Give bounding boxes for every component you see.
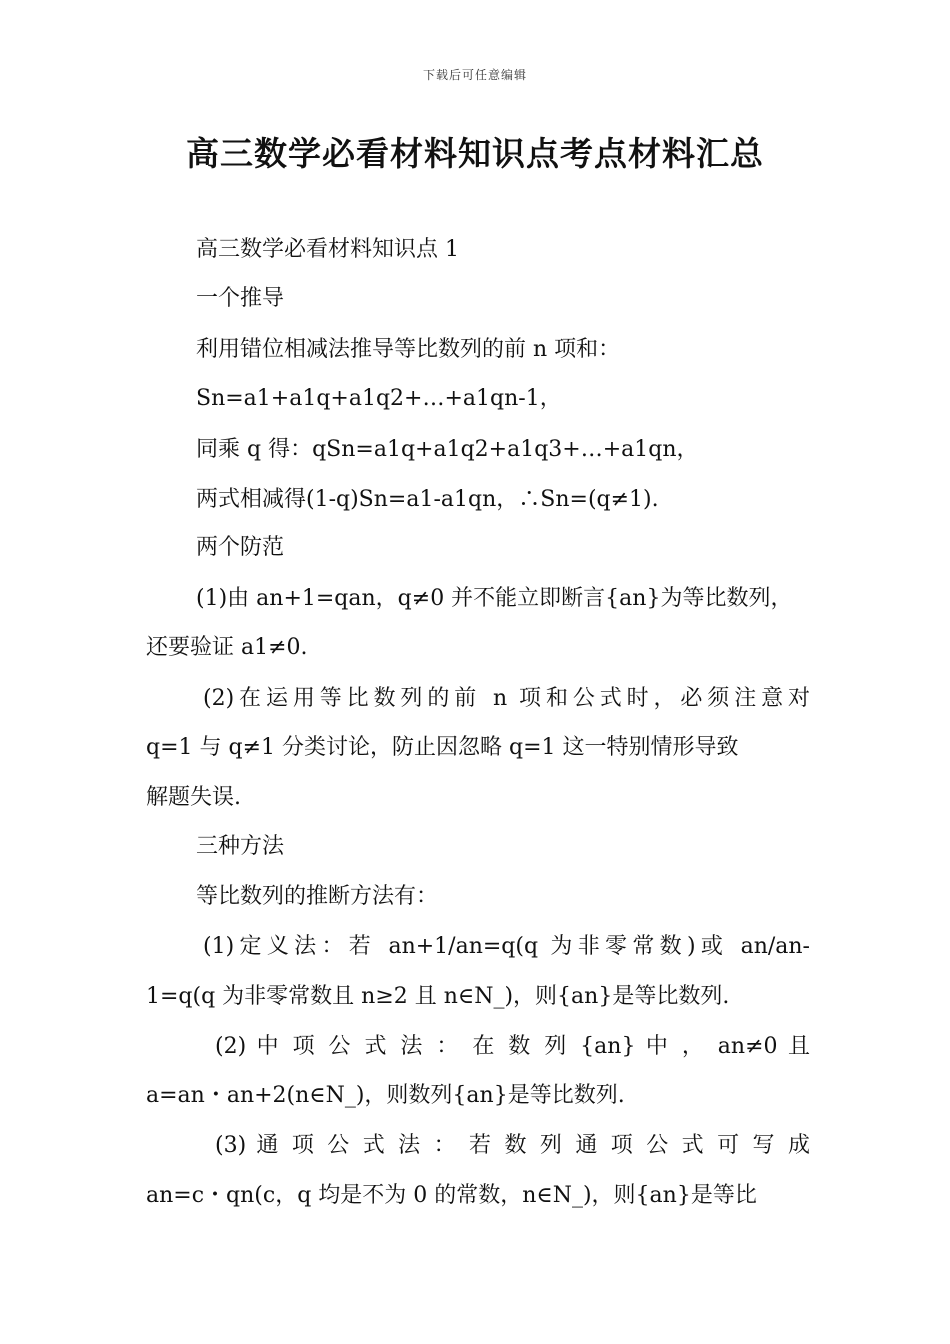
paragraph-line: q=1 与 q≠1 分类讨论，防止因忽略 q=1 这一特别情形导致: [146, 735, 739, 760]
header-note: 下载后可任意编辑: [422, 68, 527, 82]
paragraph-line: 利用错位相减法推导等比数列的前 n 项和：: [196, 337, 621, 362]
paragraph-line: (2)在运用等比数列的前 n 项和公式时，必须注意对: [203, 686, 810, 711]
subheading: 三种方法: [196, 834, 285, 859]
paragraph-line: (2) 中 项 公 式 法 ： 在 数 列 {an} 中 ， an≠0 且: [215, 1034, 810, 1059]
formula-line: Sn=a1+a1q+a1q2+…+a1qn-1，: [196, 386, 562, 411]
paragraph-line: (3) 通 项 公 式 法 ： 若 数 列 通 项 公 式 可 写 成: [215, 1133, 810, 1158]
formula-line: 同乘 q 得：qSn=a1q+a1q2+a1q3+…+a1qn，: [196, 437, 699, 462]
paragraph-line: (1)由 an+1=qan，q≠0 并不能立即断言{an}为等比数列，: [196, 586, 793, 611]
paragraph-line: 等比数列的推断方法有：: [196, 884, 439, 909]
paragraph-line: 还要验证 a1≠0.: [146, 635, 308, 660]
formula-line: 两式相减得(1-q)Sn=a1-a1qn，∴Sn=(q≠1).: [196, 487, 659, 512]
paragraph-line: an=c・qn(c，q 均是不为 0 的常数，n∈N_)，则{an}是等比: [146, 1183, 757, 1208]
subheading: 一个推导: [196, 286, 285, 311]
paragraph-line: a=an・an+2(n∈N_)，则数列{an}是等比数列.: [146, 1083, 625, 1108]
paragraph-line: 1=q(q 为非零常数且 n≥2 且 n∈N_)，则{an}是等比数列.: [146, 984, 730, 1009]
document-title: 高三数学必看材料知识点考点材料汇总: [186, 134, 764, 173]
subheading: 两个防范: [196, 535, 285, 560]
section-heading: 高三数学必看材料知识点 1: [196, 237, 459, 262]
paragraph-line: (1)定义法：若 an+1/an=q(q 为非零常数)或 an/an-: [203, 934, 810, 959]
paragraph-line: 解题失误.: [146, 785, 241, 810]
